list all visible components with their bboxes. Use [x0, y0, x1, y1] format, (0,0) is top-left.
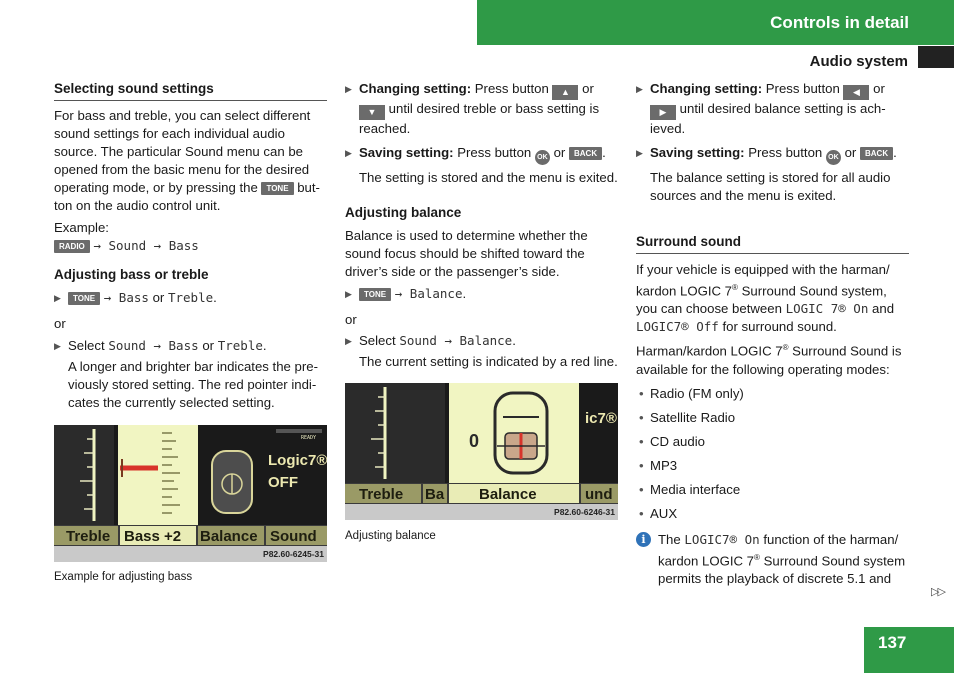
list-item: • Satellite Radio — [636, 409, 909, 427]
screen-logic-fragment: ic7® — [585, 410, 617, 427]
example-path: RADIO → Sound → Bass — [54, 237, 327, 255]
screen-menu-bass: Bass +2 — [124, 528, 182, 545]
back-key: BACK — [569, 147, 602, 160]
radio-key: RADIO — [54, 240, 90, 253]
list-item: • Media interface — [636, 481, 909, 499]
step-select-balance: ▶ Select Sound → Balance. — [345, 332, 618, 350]
surround-paragraph-1: If your vehicle is equipped with the harman/ kardon LOGIC 7® Surround Sound system, you can choose between LOGIC 7® On and LOGIC7® Off for surround sound. — [636, 262, 895, 335]
step-tone-balance: ▶ TONE → Balance. — [345, 285, 618, 303]
balance-note: The current setting is indicated by a red line. — [359, 354, 618, 369]
list-item: • CD audio — [636, 433, 909, 451]
ok-button-icon: OK — [826, 150, 841, 165]
bass-display-screen — [54, 425, 327, 546]
up-arrow-icon: ▲ — [552, 85, 578, 100]
step-save-balance: ▶ Saving setting: Press button OK or BACK . — [636, 144, 909, 165]
down-arrow-icon: ▼ — [359, 105, 385, 120]
list-item: • Radio (FM only) — [636, 385, 909, 403]
screen-menu-bass-fragment: Ba — [425, 486, 445, 503]
screen-menu-treble: Treble — [66, 528, 111, 545]
step-change-balance: ▶ Changing setting: Press button ◀ or ▶ until desired balance setting is ach-ieved. — [636, 80, 909, 138]
list-item: • AUX — [636, 505, 909, 523]
continue-arrow-icon: ▷▷ — [931, 586, 944, 598]
step-select-sound: ▶ Select Sound → Bass or Treble. — [54, 337, 327, 355]
figure-caption: Example for adjusting bass — [54, 571, 193, 583]
section-title: Audio system — [809, 53, 908, 70]
screen-menu-sound-fragment: und — [585, 486, 613, 503]
tone-key: TONE — [359, 288, 391, 301]
column-3 — [636, 80, 909, 588]
chapter-header — [477, 0, 954, 45]
heading-selecting-sound: Selecting sound settings — [54, 80, 327, 101]
chapter-title: Controls in detail — [770, 12, 909, 32]
save-note: The balance setting is stored for all audio sources and the menu is exited. — [650, 170, 891, 203]
heading-adjusting-balance: Adjusting balance — [345, 205, 462, 220]
modes-list — [636, 385, 909, 523]
balance-display-screen — [345, 383, 618, 504]
tone-key: TONE — [68, 292, 100, 305]
heading-surround-sound: Surround sound — [636, 233, 909, 254]
figure-bass-display — [54, 425, 327, 562]
screen-logic-title: Logic7® — [268, 452, 327, 469]
surround-paragraph-2: Harman/kardon LOGIC 7® Surround Sound is available for the following operating modes: — [636, 343, 902, 377]
page-number: 137 — [864, 627, 954, 673]
screen-status-ready: READY — [301, 435, 317, 441]
step-change-bass: ▶ Changing setting: Press button ▲ or ▼ until desired treble or bass setting is reached. — [345, 80, 618, 138]
screen-menu-treble: Treble — [359, 486, 404, 503]
figure-caption: Adjusting balance — [345, 530, 436, 542]
ok-button-icon: OK — [535, 150, 550, 165]
list-item: • MP3 — [636, 457, 909, 475]
back-key: BACK — [860, 147, 893, 160]
tone-key: TONE — [261, 182, 293, 195]
right-arrow-icon: ▶ — [650, 105, 676, 120]
intro-paragraph: For bass and treble, you can select different sound settings for each individual audio source. The particular Sound menu can be opened from the basic menu for the desired operating mode, or by pressing the TONE but-ton on the audio control unit. — [54, 108, 320, 213]
section-tab-marker — [918, 46, 954, 68]
info-icon: i — [636, 532, 651, 547]
column-1 — [54, 80, 327, 586]
or-text: or — [345, 312, 357, 327]
balance-intro: Balance is used to determine whether the sound focus should be shifted toward the driver’s side or the passenger’s side. — [345, 228, 588, 279]
or-text: or — [54, 316, 66, 331]
screen-balance-zero: 0 — [469, 431, 480, 451]
step-save-bass: ▶ Saving setting: Press button OK or BACK . — [345, 144, 618, 165]
heading-bass-treble: Adjusting bass or treble — [54, 267, 209, 282]
bar-note: A longer and brighter bar indicates the pre-viously stored setting. The red pointer indi-cates the currently selected setting. — [68, 359, 318, 410]
example-label: Example: — [54, 220, 109, 235]
screen-menu-sound: Sound — [270, 528, 317, 545]
save-note: The setting is stored and the menu is exited. — [359, 170, 618, 185]
screen-menu-balance: Balance — [200, 528, 258, 545]
info-note: i The LOGIC7® On function of the harman/ kardon LOGIC 7® Surround Sound system permits the playback of discrete 5.1 and — [636, 531, 909, 588]
column-2 — [345, 80, 618, 545]
figure-code: P82.60-6246-31 — [554, 507, 615, 517]
figure-code: P82.60-6245-31 — [263, 549, 324, 559]
figure-balance-display — [345, 383, 618, 520]
screen-menu-balance: Balance — [479, 486, 537, 503]
step-tone-bass: ▶ TONE → Bass or Treble. — [54, 289, 327, 307]
screen-logic-state: OFF — [268, 474, 298, 491]
left-arrow-icon: ◀ — [843, 85, 869, 100]
